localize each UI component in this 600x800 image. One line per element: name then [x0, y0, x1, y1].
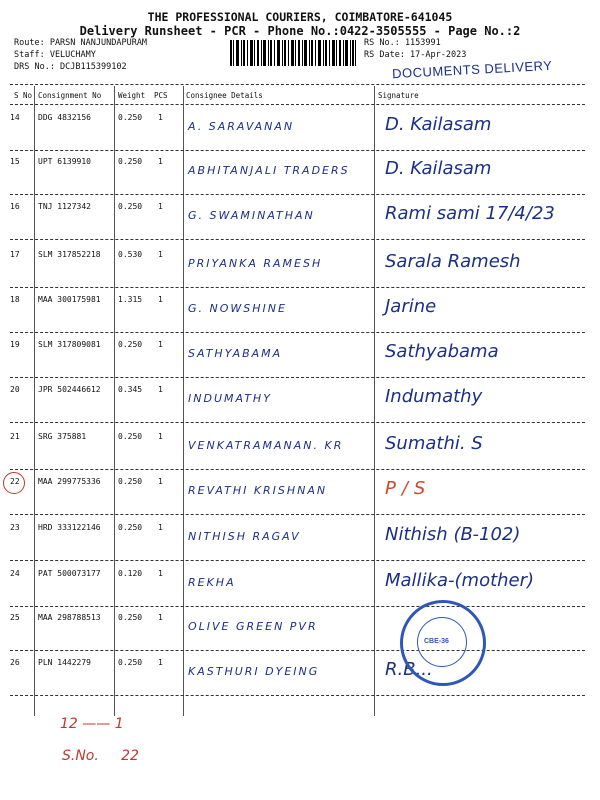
row-divider — [10, 332, 585, 333]
row-consignment-no: SLM 317852218 — [38, 250, 101, 259]
row-signature: Sarala Ramesh — [385, 251, 521, 272]
row-pcs: 1 — [158, 157, 163, 166]
table-row — [0, 108, 600, 152]
row-divider — [10, 422, 585, 423]
row-weight: 0.345 — [118, 385, 143, 394]
row-pcs: 1 — [158, 432, 163, 441]
row-weight: 0.250 — [118, 613, 143, 622]
row-sno: 24 — [10, 569, 20, 578]
staff-label: Staff: VELUCHAMY — [14, 50, 96, 60]
table-row — [0, 380, 600, 424]
fuel-station-seal — [400, 600, 486, 686]
row-consignment-no: JPR 502446612 — [38, 385, 101, 394]
col-sno: S No — [14, 91, 33, 100]
rs-date: RS Date: 17-Apr-2023 — [364, 50, 467, 60]
barcode — [230, 40, 356, 66]
row-signature: D. Kailasam — [385, 114, 492, 135]
row-consignee-name: REVATHI KRISHNAN — [188, 484, 328, 497]
table-row — [0, 335, 600, 379]
row-pcs: 1 — [158, 658, 163, 667]
row-consignee-name: VENKATRAMANAN. KR — [188, 439, 344, 452]
row-consignee-name: A. SARAVANAN — [188, 120, 295, 133]
row-sno: 14 — [10, 113, 20, 122]
row-consignment-no: SRG 375881 — [38, 432, 87, 441]
row-consignment-no: PAT 500073177 — [38, 569, 101, 578]
row-signature: Jarine — [385, 296, 437, 317]
row-sno: 21 — [10, 432, 20, 441]
row-sno: 18 — [10, 295, 20, 304]
row-sno: 26 — [10, 658, 20, 667]
row-sno: 25 — [10, 613, 20, 622]
row-consignment-no: SLM 317809081 — [38, 340, 101, 349]
company-title: THE PROFESSIONAL COURIERS, COIMBATORE-641045 — [147, 10, 453, 24]
row-signature: R.B... — [385, 659, 433, 680]
row-divider — [10, 606, 585, 607]
row-divider — [10, 514, 585, 515]
row-pcs: 1 — [158, 113, 163, 122]
row-consignee-name: PRIYANKA RAMESH — [188, 257, 323, 270]
table-row — [0, 245, 600, 289]
table-row — [0, 290, 600, 334]
col-pcs: PCS — [154, 91, 168, 100]
row-pcs: 1 — [158, 250, 163, 259]
row-pcs: 1 — [158, 523, 163, 532]
table-row — [0, 472, 600, 516]
row-consignment-no: DDG 4832156 — [38, 113, 91, 122]
table-row — [0, 152, 600, 196]
runsheet-subtitle: Delivery Runsheet - PCR - Phone No.:0422-3505555 - Page No.:2 — [79, 24, 521, 38]
row-divider — [10, 560, 585, 561]
row-weight: 0.120 — [118, 569, 143, 578]
row-pcs: 1 — [158, 340, 163, 349]
row-sno: 22 — [10, 477, 20, 486]
rs-number: RS No.: 1153991 — [364, 38, 441, 48]
documents-delivery-stamp: DOCUMENTS DELIVERY — [391, 57, 553, 82]
row-weight: 0.250 — [118, 202, 143, 211]
row-signature: Indumathy — [385, 386, 483, 407]
row-consignee-name: KASTHURI DYEING — [188, 665, 320, 678]
row-consignment-no: PLN 1442279 — [38, 658, 91, 667]
table-row — [0, 518, 600, 562]
row-consignment-no: HRD 333122146 — [38, 523, 101, 532]
row-weight: 0.250 — [118, 432, 143, 441]
row-pcs: 1 — [158, 569, 163, 578]
header-bottom-rule — [10, 104, 585, 105]
row-divider — [10, 194, 585, 195]
row-divider — [10, 650, 585, 651]
row-signature: Rami sami 17/4/23 — [385, 203, 555, 224]
footer-note-sno: S.No. 22 — [62, 748, 139, 764]
row-consignee-name: G. NOWSHINE — [188, 302, 287, 315]
row-divider — [10, 469, 585, 470]
row-consignment-no: MAA 299775336 — [38, 477, 101, 486]
table-row — [0, 564, 600, 608]
circled-row-marker — [3, 472, 25, 494]
row-divider — [10, 239, 585, 240]
row-consignee-name: G. SWAMINATHAN — [188, 209, 315, 222]
row-consignment-no: TNJ 1127342 — [38, 202, 91, 211]
row-consignee-name: ABHITANJALI TRADERS — [188, 164, 350, 177]
col-consignment: Consignment No — [38, 91, 102, 100]
row-consignee-name: NITHISH RAGAV — [188, 530, 301, 543]
route-label: Route: PARSN NANJUNDAPURAM — [14, 38, 148, 48]
row-consignee-name: REKHA — [188, 576, 236, 589]
header-top-rule — [10, 84, 585, 85]
row-sno: 23 — [10, 523, 20, 532]
table-row — [0, 427, 600, 471]
seal-code: CBE-36 — [424, 638, 449, 645]
row-weight: 0.250 — [118, 658, 143, 667]
row-sno: 20 — [10, 385, 20, 394]
row-signature: Sathyabama — [385, 341, 499, 362]
drs-number: DRS No.: DCJB115399102 — [14, 62, 127, 72]
row-weight: 1.315 — [118, 295, 143, 304]
col-weight: Weight — [118, 91, 146, 100]
row-divider — [10, 287, 585, 288]
row-pcs: 1 — [158, 613, 163, 622]
col-signature: Signature — [378, 91, 419, 100]
row-weight: 0.250 — [118, 340, 143, 349]
row-signature: Sumathi. S — [385, 433, 483, 454]
row-consignment-no: MAA 298788513 — [38, 613, 101, 622]
row-pcs: 1 — [158, 477, 163, 486]
row-pcs: 1 — [158, 385, 163, 394]
row-weight: 0.530 — [118, 250, 143, 259]
row-consignment-no: UPT 6139910 — [38, 157, 91, 166]
row-weight: 0.250 — [118, 113, 143, 122]
row-sno: 16 — [10, 202, 20, 211]
row-consignment-no: MAA 300175981 — [38, 295, 101, 304]
row-consignee-name: INDUMATHY — [188, 392, 272, 405]
row-sno: 15 — [10, 157, 20, 166]
table-row — [0, 608, 600, 652]
row-divider — [10, 377, 585, 378]
row-sno: 19 — [10, 340, 20, 349]
row-weight: 0.250 — [118, 523, 143, 532]
row-weight: 0.250 — [118, 157, 143, 166]
row-divider — [10, 150, 585, 151]
row-signature: D. Kailasam — [385, 158, 492, 179]
table-row — [0, 653, 600, 697]
row-signature: P/S — [385, 478, 432, 499]
row-signature: Mallika-(mother) — [385, 570, 535, 591]
row-pcs: 1 — [158, 202, 163, 211]
footer-note-count: 12 —— 1 — [60, 716, 124, 732]
row-weight: 0.250 — [118, 477, 143, 486]
row-divider — [10, 695, 585, 696]
row-sno: 17 — [10, 250, 20, 259]
row-consignee-name: OLIVE GREEN PVR — [188, 620, 318, 633]
col-consignee: Consignee Details — [186, 91, 263, 100]
row-signature: Nithish (B-102) — [385, 524, 521, 545]
table-row — [0, 197, 600, 241]
row-pcs: 1 — [158, 295, 163, 304]
row-consignee-name: SATHYABAMA — [188, 347, 283, 360]
